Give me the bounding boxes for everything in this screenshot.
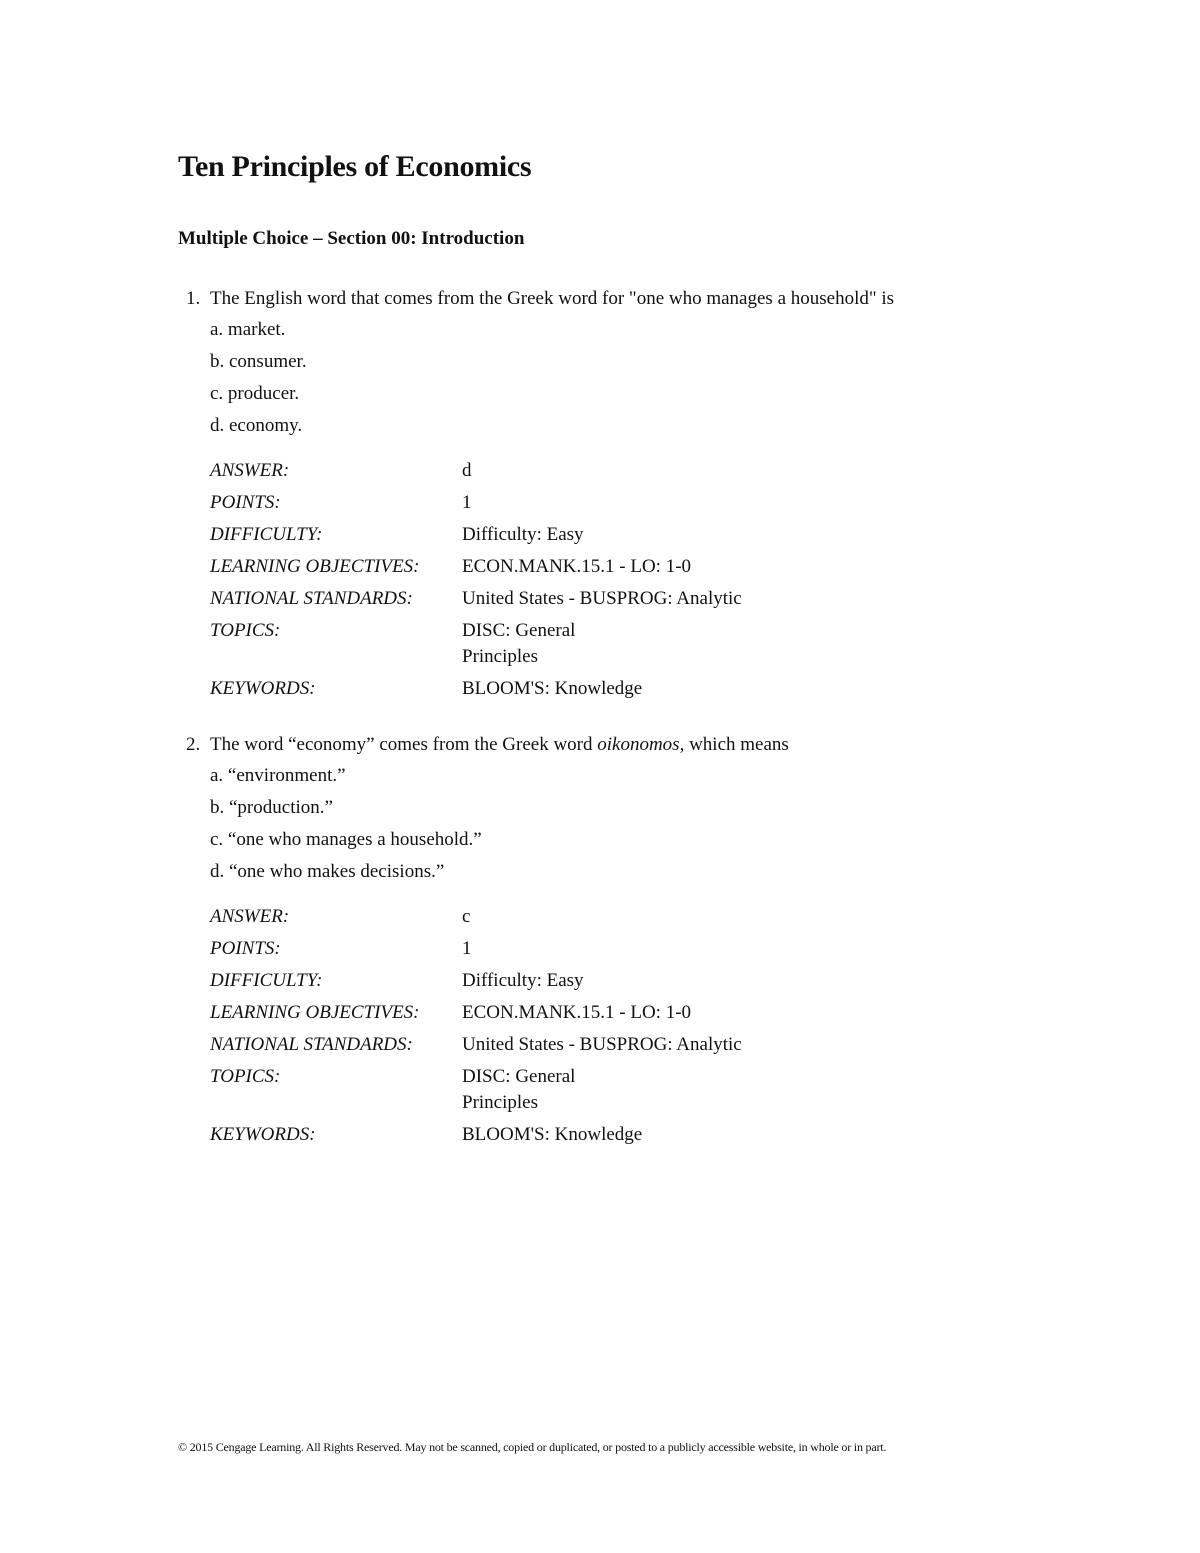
topics-value: DISC: General Principles — [462, 620, 576, 667]
meta-answer-row — [210, 458, 1086, 484]
choice-d: d. economy. — [210, 415, 303, 436]
meta-keywords-row — [210, 676, 1086, 702]
question-text-italic: oikonomos, — [597, 734, 685, 755]
question-2 — [186, 730, 1086, 1154]
points-label: POINTS: — [210, 938, 281, 959]
question-stem — [186, 284, 1086, 314]
question-number: 2. — [186, 734, 201, 755]
meta-national-standards-row — [210, 586, 1086, 612]
question-stem — [186, 730, 1086, 760]
choice-b: b. “production.” — [210, 797, 333, 818]
meta-national-standards-row — [210, 1032, 1086, 1058]
keywords-label: KEYWORDS: — [210, 1124, 316, 1145]
choice-c: c. “one who manages a household.” — [210, 829, 482, 850]
meta-topics-row — [210, 618, 1086, 670]
question-text-end: which means — [684, 734, 789, 755]
choice-a: a. market. — [210, 319, 286, 340]
difficulty-value: Difficulty: Easy — [462, 970, 584, 991]
choice-list — [210, 314, 1086, 442]
choice-list — [210, 760, 1086, 888]
meta-learning-objectives-row — [210, 1000, 1086, 1026]
difficulty-value: Difficulty: Easy — [462, 524, 584, 545]
learning-objectives-label: LEARNING OBJECTIVES: — [210, 556, 420, 577]
topics-label: TOPICS: — [210, 1066, 281, 1087]
difficulty-label: DIFFICULTY: — [210, 970, 323, 991]
answer-label: ANSWER: — [210, 460, 290, 481]
page-title: Ten Principles of Economics — [178, 150, 532, 183]
meta-points-row — [210, 936, 1086, 962]
meta-answer-row — [210, 904, 1086, 930]
points-value: 1 — [462, 938, 472, 959]
question-number: 1. — [186, 288, 201, 309]
question-text: The word “economy” comes from the Greek word — [210, 734, 598, 755]
meta-difficulty-row — [210, 968, 1086, 994]
answer-value: c — [462, 906, 471, 927]
keywords-label: KEYWORDS: — [210, 678, 316, 699]
answer-value: d — [462, 460, 472, 481]
question-1 — [186, 284, 1086, 708]
keywords-value: BLOOM'S: Knowledge — [462, 1124, 643, 1145]
meta-topics-row — [210, 1064, 1086, 1116]
national-standards-label: NATIONAL STANDARDS: — [210, 1034, 413, 1055]
choice-d: d. “one who makes decisions.” — [210, 861, 445, 882]
section-heading: Multiple Choice – Section 00: Introduction — [178, 228, 525, 249]
question-metadata — [210, 904, 1086, 1148]
question-metadata — [210, 458, 1086, 702]
meta-points-row — [210, 490, 1086, 516]
choice-a: a. “environment.” — [210, 765, 346, 786]
learning-objectives-value: ECON.MANK.15.1 - LO: 1-0 — [462, 1002, 692, 1023]
learning-objectives-value: ECON.MANK.15.1 - LO: 1-0 — [462, 556, 692, 577]
choice-c: c. producer. — [210, 383, 300, 404]
topics-value: DISC: General Principles — [462, 1066, 576, 1113]
copyright-footer: © 2015 Cengage Learning. All Rights Reserved. May not be scanned, copied or duplicated, or posted to a publicly accessible website, in whole or in part. — [178, 1440, 887, 1454]
points-label: POINTS: — [210, 492, 281, 513]
question-text: The English word that comes from the Greek word for "one who manages a household" is — [210, 288, 895, 309]
national-standards-value: United States - BUSPROG: Analytic — [462, 1034, 742, 1055]
points-value: 1 — [462, 492, 472, 513]
answer-label: ANSWER: — [210, 906, 290, 927]
topics-label: TOPICS: — [210, 620, 281, 641]
difficulty-label: DIFFICULTY: — [210, 524, 323, 545]
national-standards-value: United States - BUSPROG: Analytic — [462, 588, 742, 609]
national-standards-label: NATIONAL STANDARDS: — [210, 588, 413, 609]
meta-learning-objectives-row — [210, 554, 1086, 580]
learning-objectives-label: LEARNING OBJECTIVES: — [210, 1002, 420, 1023]
choice-b: b. consumer. — [210, 351, 307, 372]
meta-keywords-row — [210, 1122, 1086, 1148]
keywords-value: BLOOM'S: Knowledge — [462, 678, 643, 699]
meta-difficulty-row — [210, 522, 1086, 548]
